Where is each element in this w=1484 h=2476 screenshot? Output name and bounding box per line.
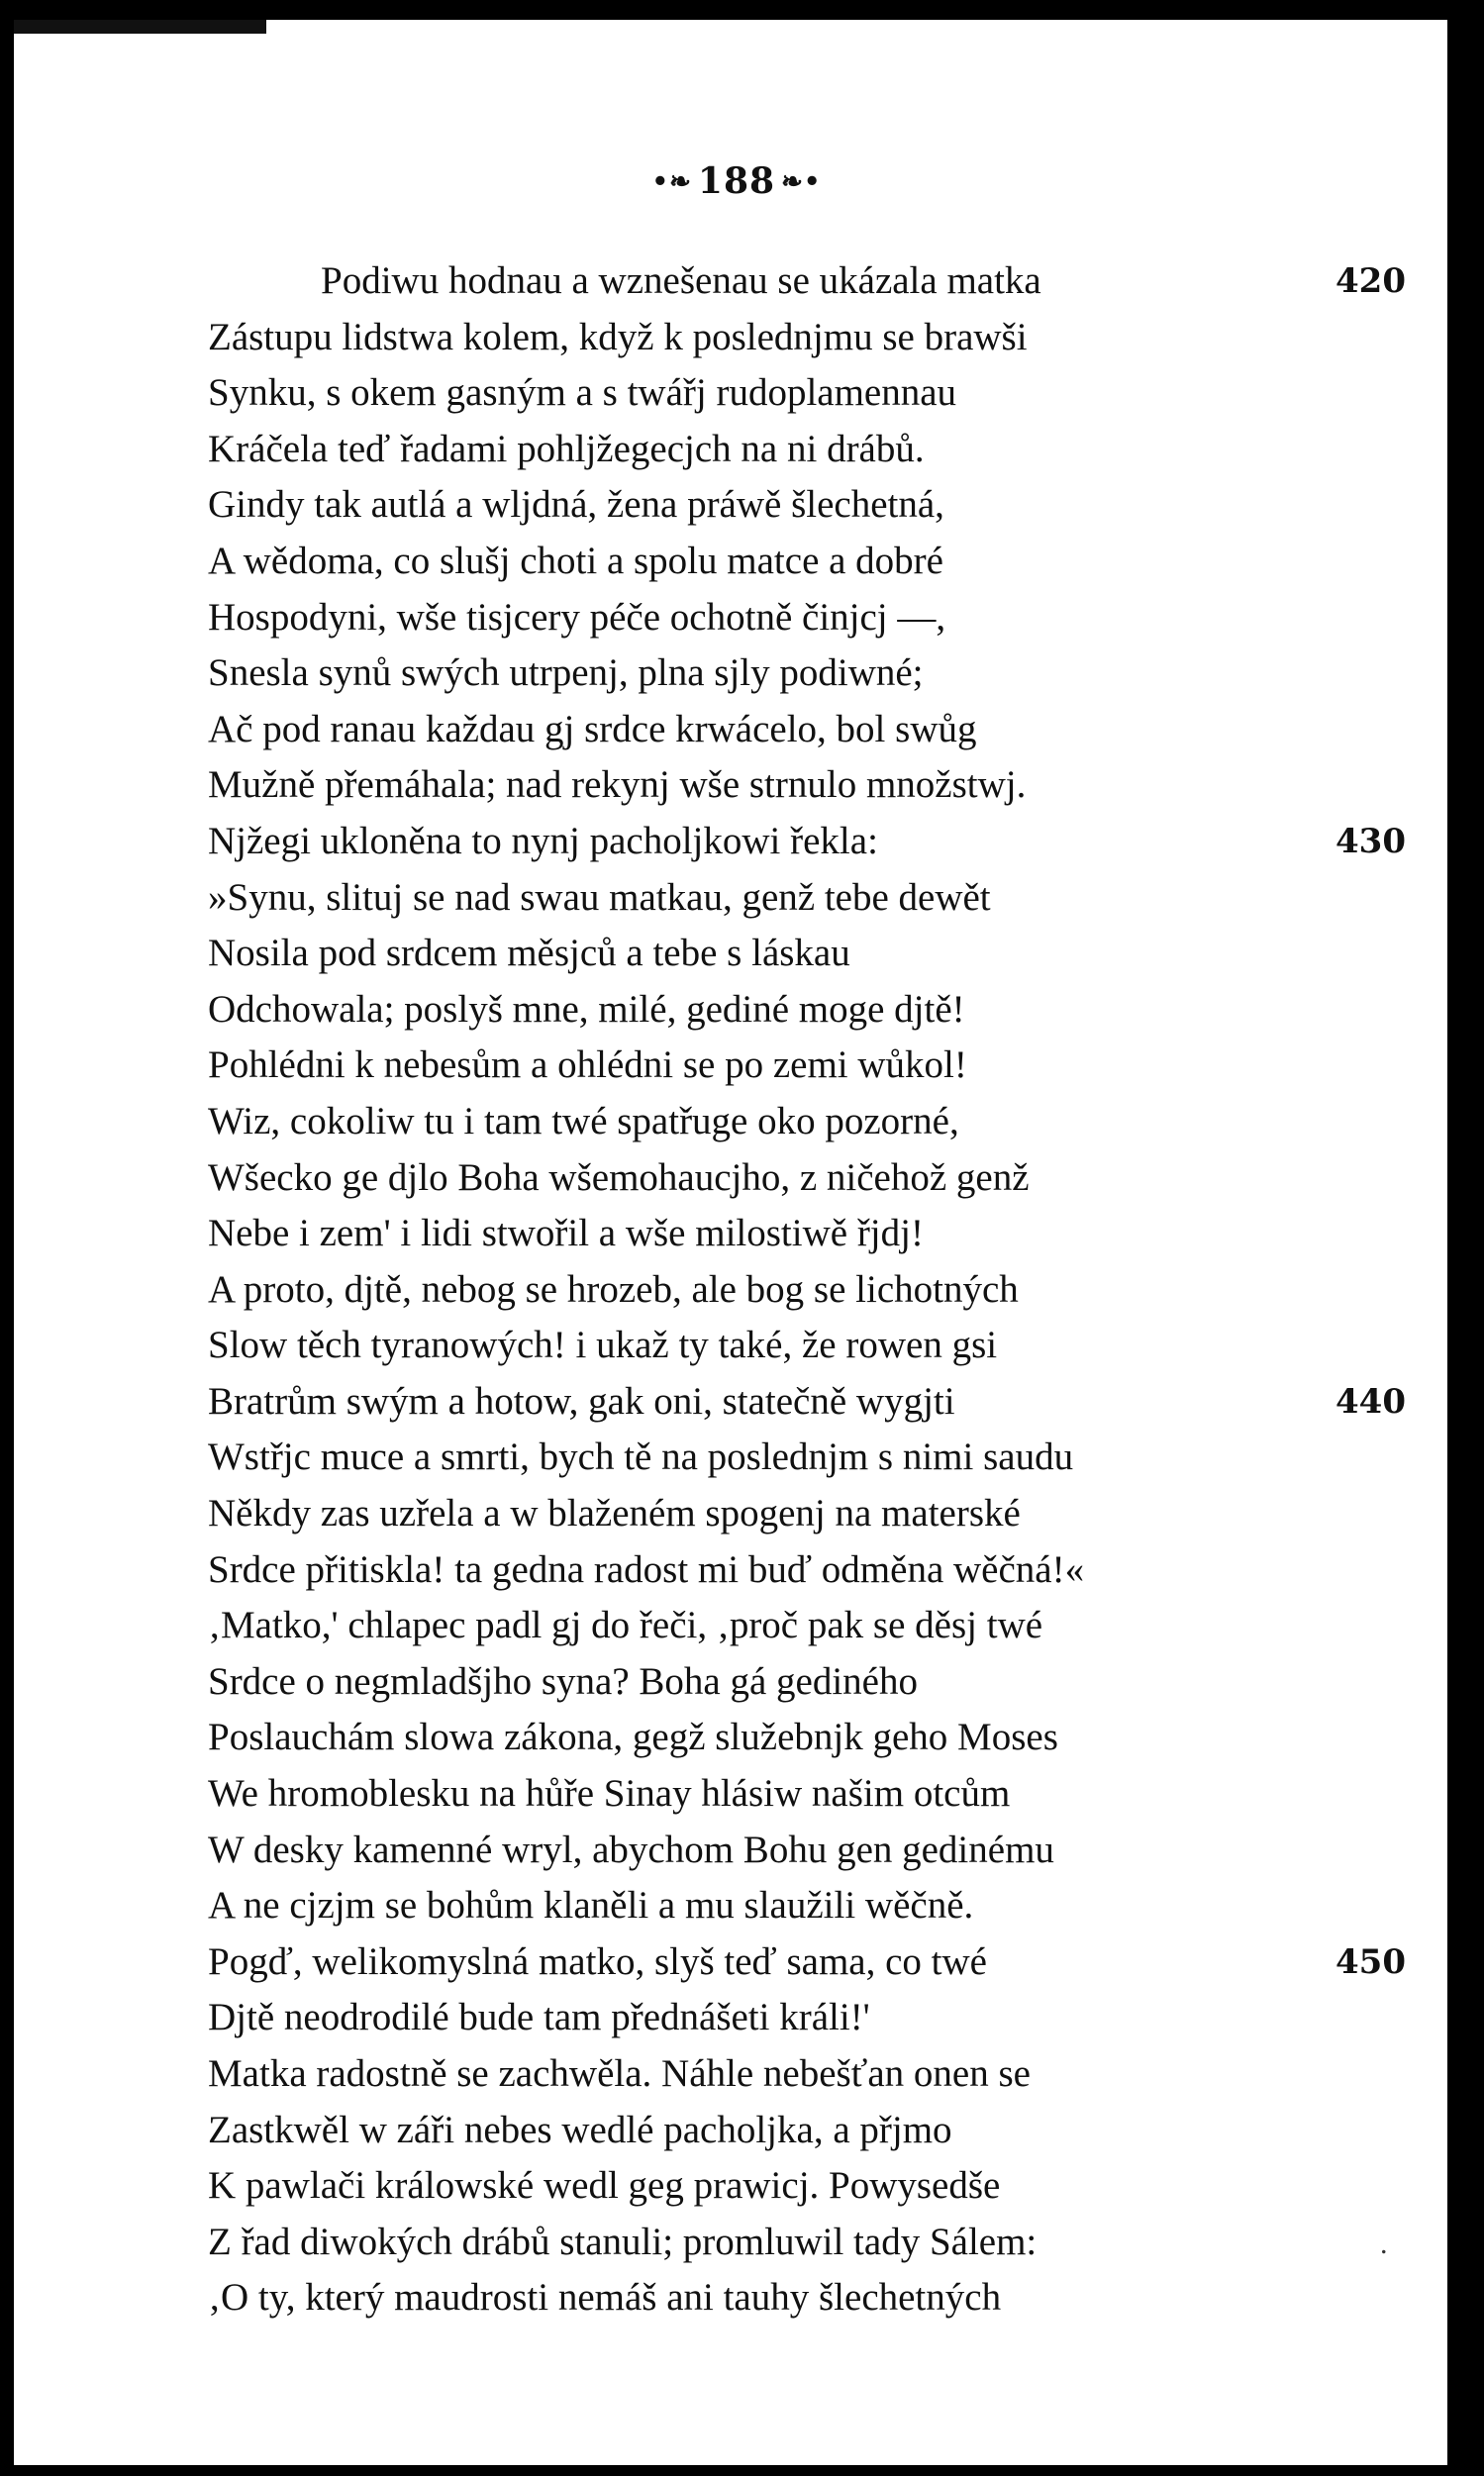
verse-text: Wšecko ge djlo Boha wšemohaucjho, z ničehož genž <box>208 1155 1030 1199</box>
verse-text: Bratrům swým a hotow, gak oni, statečně wygjti <box>208 1379 955 1423</box>
verse-line <box>208 1206 1406 1262</box>
verse-text: Srdce o negmladšjho syna? Boha gá gediného <box>208 1659 918 1703</box>
verse-line <box>208 814 1406 870</box>
verse-text: A proto, djtě, nebog se hrozeb, ale bog se lichotných <box>208 1267 1019 1311</box>
verse-line <box>208 1318 1406 1374</box>
verse-line <box>208 365 1406 422</box>
poem-text <box>208 253 1406 2327</box>
verse-text: Mužně přemáhala; nad rekynj wše strnulo množstwj. <box>208 763 1027 807</box>
verse-line <box>208 1766 1406 1823</box>
verse-text: »Synu, slituj se nad swau matkau, genž tebe dewět <box>208 875 991 919</box>
verse-line <box>208 310 1406 366</box>
verse-line <box>208 253 1406 310</box>
verse-text: Poslauchám slowa zákona, gegž služebnjk geho Moses <box>208 1716 1058 1759</box>
verse-line <box>208 1150 1406 1207</box>
line-number: 440 <box>1336 1381 1406 1422</box>
verse-text: ‚O ty, který maudrosti nemáš ani tauhy šlechetných <box>208 2276 1002 2320</box>
stray-mark: . <box>1380 2228 1388 2260</box>
verse-line <box>208 757 1406 814</box>
verse-text: Pogď, welikomyslná matko, slyš teď sama, co twé <box>208 1939 987 1983</box>
verse-line <box>208 702 1406 758</box>
verse-line <box>208 1823 1406 1879</box>
verse-text: K pawlači králowské wedl geg prawicj. Powysedše <box>208 2164 1001 2208</box>
verse-text: Ač pod ranau každau gj srdce krwácelo, bol swůg <box>208 707 977 750</box>
verse-text: Snesla synů swých utrpenj, plna sjly podiwné; <box>208 651 924 695</box>
verse-line <box>208 645 1406 702</box>
verse-line <box>208 1262 1406 1319</box>
verse-line <box>208 1486 1406 1542</box>
verse-text: Z řad diwokých drábů stanuli; promluwil tady Sálem: <box>208 2220 1038 2263</box>
book-page <box>14 20 1459 2465</box>
line-number: 430 <box>1336 821 1406 861</box>
ornament-right-icon: ❧• <box>781 167 822 197</box>
verse-line <box>208 1374 1406 1431</box>
line-number: 420 <box>1336 261 1406 301</box>
verse-line <box>208 926 1406 982</box>
verse-line <box>208 2215 1406 2271</box>
page-header <box>14 160 1459 202</box>
verse-text: A wědoma, co slušj choti a spolu matce a dobré <box>208 539 943 582</box>
verse-text: W desky kamenné wryl, abychom Bohu gen gedinému <box>208 1828 1054 1871</box>
verse-line <box>208 590 1406 646</box>
verse-text: Matka radostně se zachwěla. Náhle nebešťan onen se <box>208 2052 1031 2095</box>
verse-text: Wiz, cokoliw tu i tam twé spatřuge oko pozorné, <box>208 1099 959 1142</box>
verse-line <box>208 1710 1406 1766</box>
verse-text: Zastkwěl w záři nebes wedlé pacholjka, a přjmo <box>208 2108 952 2151</box>
verse-line <box>208 1654 1406 1711</box>
verse-line <box>208 1038 1406 1094</box>
ornament-left-icon: •❧ <box>651 167 692 197</box>
verse-line <box>208 1598 1406 1654</box>
verse-text: Pohlédni k nebesům a ohlédni se po zemi wůkol! <box>208 1043 967 1087</box>
verse-line <box>208 1878 1406 1934</box>
verse-line <box>208 1542 1406 1599</box>
verse-text: Wstřjc muce a smrti, bych tě na poslednjm s nimi saudu <box>208 1436 1074 1479</box>
verse-line <box>208 534 1406 590</box>
verse-line <box>208 870 1406 927</box>
verse-text: Slow těch tyranowých! i ukaž ty také, že rowen gsi <box>208 1324 998 1367</box>
verse-text: Synku, s okem gasným a s twářj rudoplamennau <box>208 371 957 415</box>
verse-line <box>208 1094 1406 1150</box>
verse-text: We hromoblesku na hůře Sinay hlásiw našim otcům <box>208 1772 1011 1816</box>
verse-text: Njžegi ukloněna to nynj pacholjkowi řekla: <box>208 819 878 862</box>
verse-line <box>208 1934 1406 1991</box>
verse-line <box>208 477 1406 534</box>
verse-text: Hospodyni, wše tisjcery péče ochotně činjcj —, <box>208 595 946 639</box>
verse-line <box>208 1990 1406 2046</box>
verse-line <box>208 2270 1406 2327</box>
verse-line <box>208 2158 1406 2215</box>
verse-text: Gindy tak autlá a wljdná, žena práwě šlechetná, <box>208 483 944 527</box>
verse-text: Podiwu hodnau a wznešenau se ukázala matka <box>321 259 1041 302</box>
verse-text: A ne cjzjm se bohům klaněli a mu slaužili wěčně. <box>208 1884 974 1928</box>
verse-text: Někdy zas uzřela a w blaženém spogenj na materské <box>208 1492 1021 1535</box>
verse-line <box>208 982 1406 1039</box>
line-number: 450 <box>1336 1941 1406 1982</box>
verse-text: Nosila pod srdcem měsjců a tebe s láskau <box>208 932 850 975</box>
scan-edge-mark <box>14 20 266 34</box>
verse-line <box>208 422 1406 478</box>
verse-text: ‚Matko,' chlapec padl gj do řeči, ‚proč pak se děsj twé <box>208 1604 1043 1647</box>
verse-text: Srdce přitiskla! ta gedna radost mi buď odměna wěčná!« <box>208 1547 1085 1591</box>
verse-text: Odchowala; poslyš mne, milé, gediné moge djtě! <box>208 987 965 1031</box>
scan-edge-shadow <box>1447 20 1459 2465</box>
verse-line <box>208 2046 1406 2103</box>
verse-text: Djtě neodrodilé bude tam přednášeti králi!' <box>208 1996 870 2039</box>
verse-text: Kráčela teď řadami pohljžegecjch na ni drábů. <box>208 427 925 470</box>
verse-line <box>208 1430 1406 1486</box>
page-number: 188 <box>697 160 776 202</box>
verse-text: Zástupu lidstwa kolem, když k poslednjmu se brawši <box>208 315 1028 358</box>
verse-line <box>208 2103 1406 2159</box>
verse-text: Nebe i zem' i lidi stwořil a wše milostiwě řjdj! <box>208 1212 924 1255</box>
